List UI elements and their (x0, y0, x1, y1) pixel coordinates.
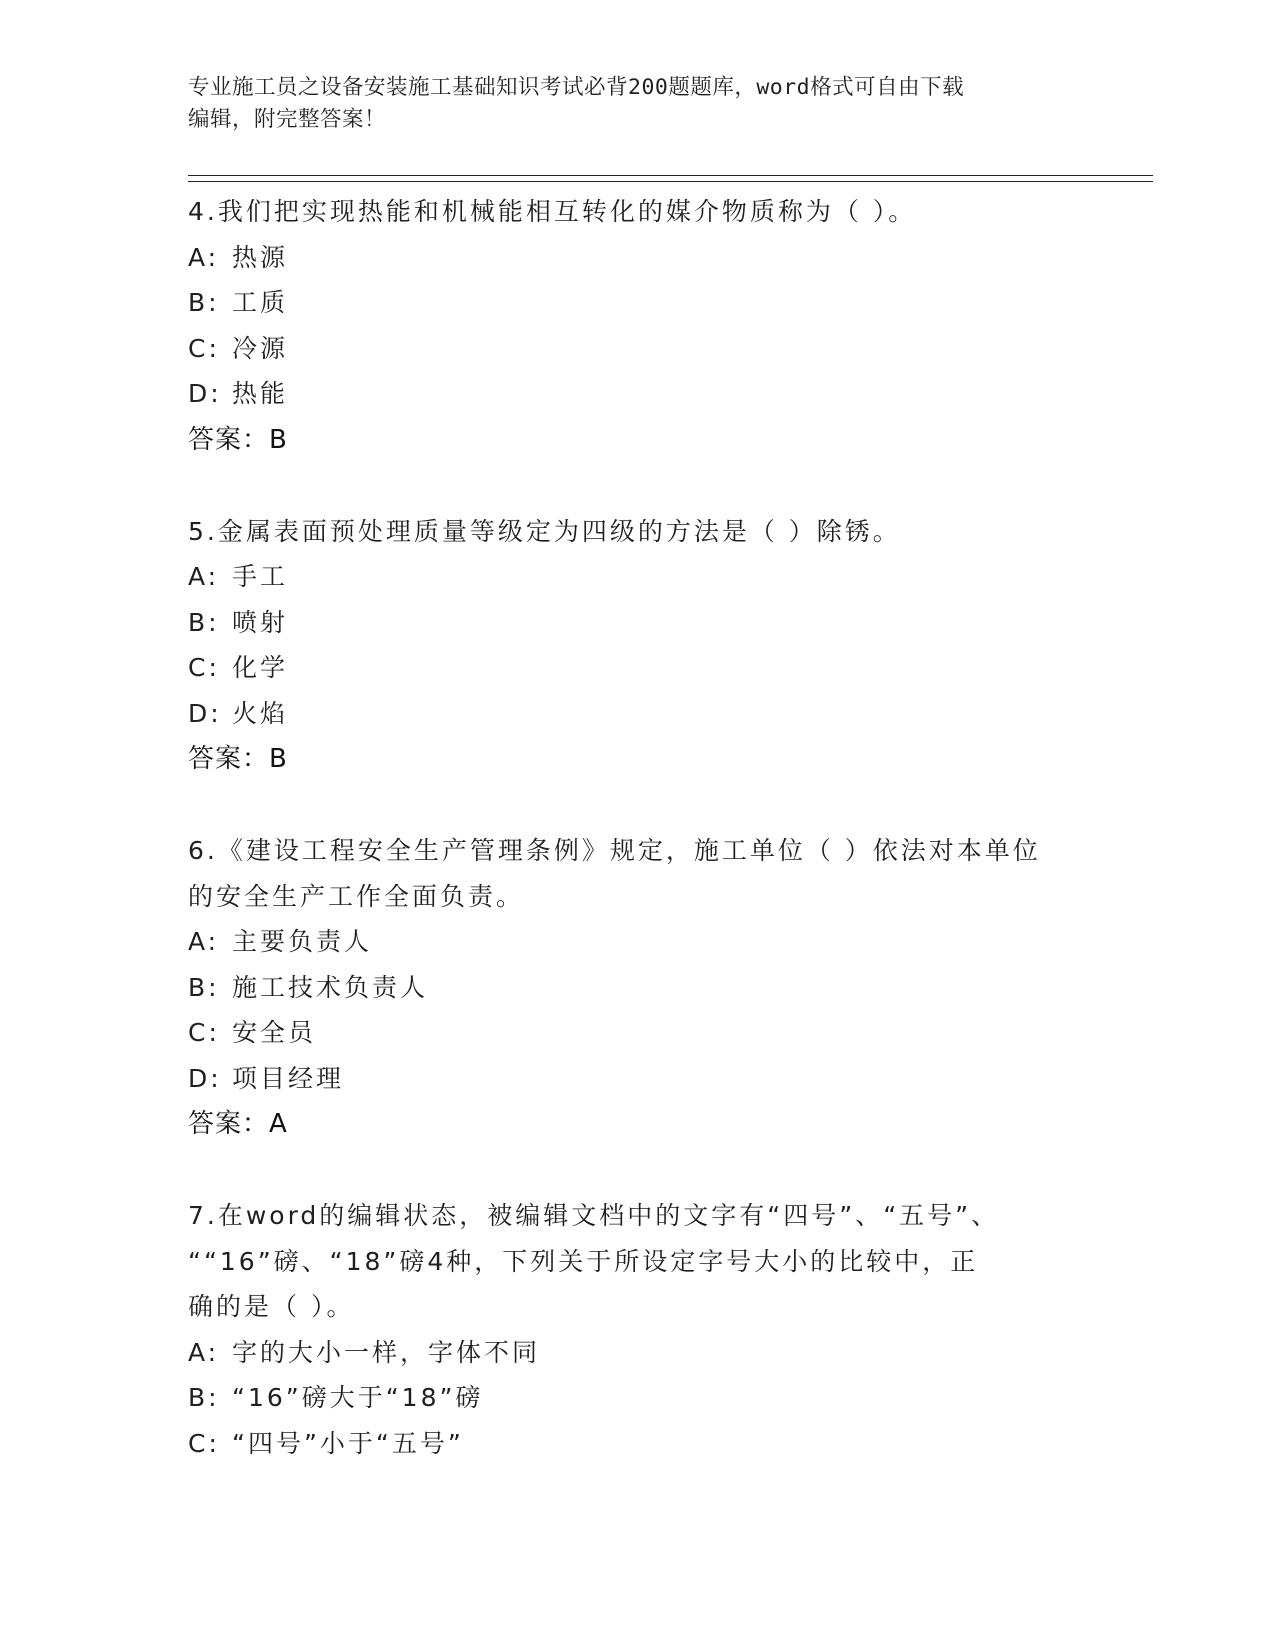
answer-option (188, 1421, 1088, 1467)
option-letter: A: (188, 1337, 220, 1367)
answer-key: 答案：A (188, 1109, 288, 1139)
question-stem-line: ““16”磅、“18”磅4种，下列关于所设定字号大小的比较中，正 (188, 1246, 979, 1276)
question-stem-line: 4.我们把实现热能和机械能相互转化的媒介物质称为（ ）。 (188, 197, 917, 226)
option-text: 喷射 (232, 607, 289, 637)
option-text: 热源 (232, 242, 289, 272)
option-letter: C: (188, 333, 220, 363)
option-text: “四号”小于“五号” (232, 1428, 464, 1458)
question-stem-line: 的安全生产工作全面负责。 (188, 881, 525, 911)
option-text: “16”磅大于“18”磅 (232, 1383, 484, 1412)
option-text: 热能 (232, 379, 289, 408)
option-letter: B: (188, 607, 220, 637)
option-letter: A: (188, 562, 220, 591)
answer-option (188, 1330, 1088, 1376)
answer-key: 答案：B (188, 424, 288, 455)
answer-key: 答案：B (188, 744, 288, 774)
question-stem-line: 7.在word的编辑状态，被编辑文档中的文字有“四号”、“五号”、 (188, 1201, 1000, 1230)
question-stem-line: 5.金属表面预处理质量等级定为四级的方法是（ ）除锈。 (188, 516, 901, 546)
answer-option (188, 235, 1088, 281)
document-page (188, 0, 1153, 1650)
answer-option (188, 1010, 1088, 1056)
option-text: 化学 (232, 653, 289, 682)
option-text: 项目经理 (232, 1063, 345, 1093)
option-text: 安全员 (232, 1018, 317, 1047)
option-letter: A: (188, 242, 220, 272)
answer-option (188, 691, 1088, 737)
option-letter: B: (188, 288, 220, 317)
option-text: 主要负责人 (232, 927, 373, 956)
option-letter: C: (188, 1428, 220, 1458)
answer-option (188, 645, 1088, 691)
document-header (188, 72, 1068, 136)
answer-option (188, 371, 1088, 417)
answer-option (188, 326, 1088, 372)
option-letter: C: (188, 1018, 220, 1047)
question-list (188, 189, 1088, 1512)
header-divider-top (188, 175, 1153, 176)
question-block (188, 189, 1088, 463)
option-text: 手工 (232, 562, 289, 591)
option-letter: D: (188, 698, 222, 728)
answer-option (188, 280, 1088, 326)
option-text: 火焰 (232, 698, 289, 728)
option-letter: D: (188, 379, 222, 408)
option-letter: A: (188, 927, 220, 956)
option-letter: B: (188, 1383, 220, 1412)
option-text: 施工技术负责人 (232, 972, 429, 1002)
option-letter: C: (188, 653, 220, 682)
question-stem-line: 确的是（ ）。 (188, 1292, 355, 1321)
answer-option (188, 1375, 1088, 1421)
question-stem-line: 6.《建设工程安全生产管理条例》规定，施工单位（ ）依法对本单位 (188, 836, 1041, 865)
option-text: 工质 (232, 288, 289, 317)
option-text: 字的大小一样，字体不同 (232, 1337, 541, 1367)
answer-option (188, 1056, 1088, 1102)
header-line-2: 编辑，附完整答案！ (188, 107, 387, 132)
option-letter: D: (188, 1063, 222, 1093)
answer-option (188, 554, 1088, 600)
header-line-1: 专业施工员之设备安装施工基础知识考试必背200题题库，word格式可自由下载 (188, 75, 965, 100)
answer-option (188, 965, 1088, 1011)
answer-option (188, 919, 1088, 965)
question-block (188, 828, 1088, 1147)
question-block (188, 509, 1088, 783)
header-divider-bottom (188, 181, 1153, 182)
option-text: 冷源 (232, 333, 289, 363)
question-block (188, 1193, 1088, 1466)
answer-option (188, 600, 1088, 646)
option-letter: B: (188, 972, 220, 1002)
